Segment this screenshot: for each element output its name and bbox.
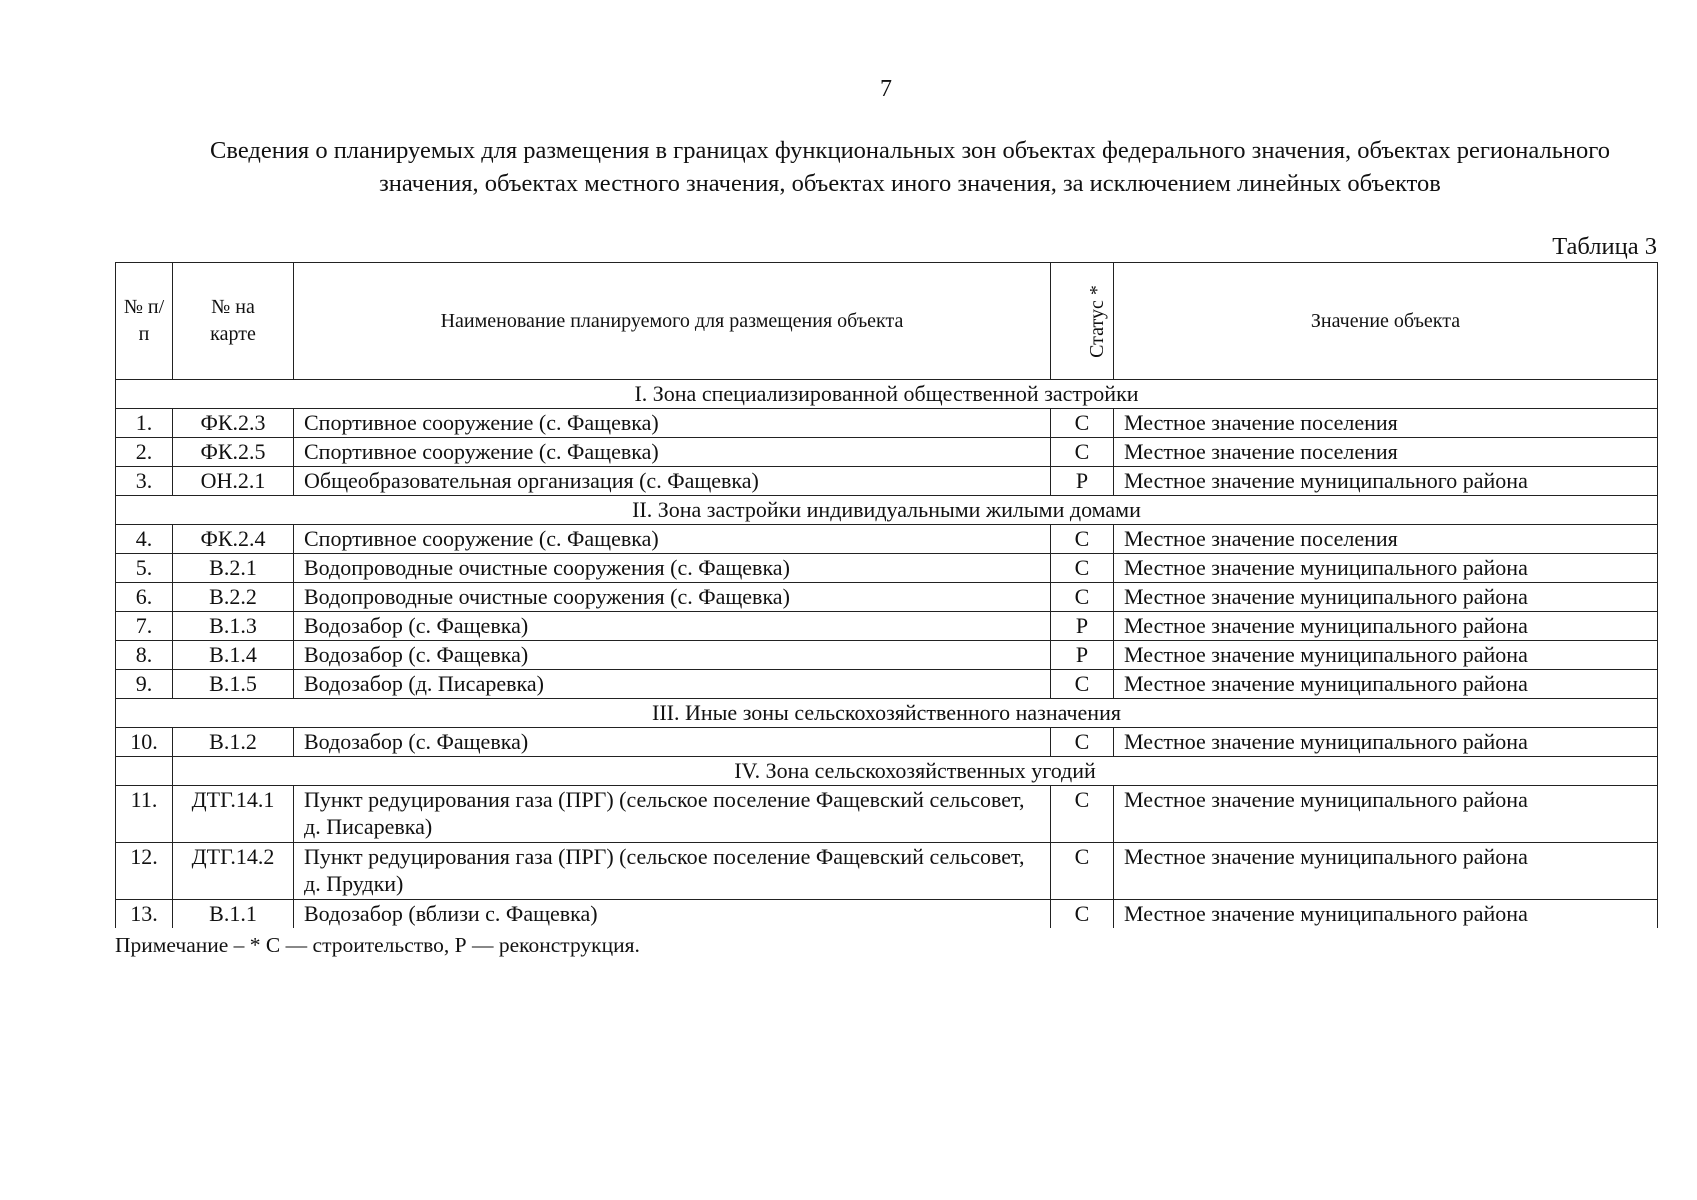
cell-status: С <box>1051 786 1114 843</box>
table-row <box>116 583 1658 612</box>
cell-value: Местное значение муниципального района <box>1114 843 1658 900</box>
cell-status: С <box>1051 670 1114 699</box>
cell-name: Спортивное сооружение (с. Фащевка) <box>294 409 1051 438</box>
section-title: III. Иные зоны сельскохозяйственного назначения <box>116 699 1658 728</box>
cell-status: С <box>1051 583 1114 612</box>
table-row <box>116 786 1658 843</box>
cell-num: 8. <box>116 641 173 670</box>
cell-name: Водопроводные очистные сооружения (с. Фащевка) <box>294 554 1051 583</box>
document-title: Сведения о планируемых для размещения в границах функциональных зон объектах федерального значения, объектах регионального значения, объектах местного значения, объектах иного значения, за исключением линейных объектов <box>210 137 1610 197</box>
table-row <box>116 670 1658 699</box>
cell-map: ОН.2.1 <box>173 467 294 496</box>
section-title: IV. Зона сельскохозяйственных угодий <box>173 757 1658 786</box>
cell-num: 4. <box>116 525 173 554</box>
header-value: Значение объекта <box>1114 263 1658 380</box>
section-spacer-cell <box>116 757 173 786</box>
cell-name: Водозабор (д. Писаревка) <box>294 670 1051 699</box>
cell-num: 7. <box>116 612 173 641</box>
table-row <box>116 843 1658 900</box>
cell-num: 12. <box>116 843 173 900</box>
cell-name: Водозабор (вблизи с. Фащевка) <box>294 900 1051 929</box>
header-status: Статус * <box>1085 284 1108 358</box>
cell-num: 3. <box>116 467 173 496</box>
header-name: Наименование планируемого для размещения объекта <box>294 263 1051 380</box>
section-row <box>116 757 1658 786</box>
cell-name: Общеобразовательная организация (с. Фащевка) <box>294 467 1051 496</box>
cell-name: Пункт редуцирования газа (ПРГ) (сельское поселение Фащевский сельсовет, д. Прудки) <box>294 843 1051 900</box>
cell-status: С <box>1051 728 1114 757</box>
table-header-row <box>116 263 1658 380</box>
cell-status: С <box>1051 554 1114 583</box>
table-row <box>116 467 1658 496</box>
cell-map: ДТГ.14.1 <box>173 786 294 843</box>
cell-value: Местное значение муниципального района <box>1114 554 1658 583</box>
cell-value: Местное значение поселения <box>1114 525 1658 554</box>
table-row <box>116 438 1658 467</box>
section-row <box>116 380 1658 409</box>
cell-status: Р <box>1051 467 1114 496</box>
cell-status: С <box>1051 843 1114 900</box>
cell-name: Водозабор (с. Фащевка) <box>294 612 1051 641</box>
cell-num: 6. <box>116 583 173 612</box>
header-num: № п/п <box>116 263 173 380</box>
cell-num: 9. <box>116 670 173 699</box>
cell-map: В.2.2 <box>173 583 294 612</box>
cell-map: ФК.2.4 <box>173 525 294 554</box>
section-row <box>116 496 1658 525</box>
section-title: II. Зона застройки индивидуальными жилыми домами <box>116 496 1658 525</box>
cell-value: Местное значение муниципального района <box>1114 467 1658 496</box>
table-row <box>116 409 1658 438</box>
cell-num: 2. <box>116 438 173 467</box>
header-status-cell <box>1051 263 1114 380</box>
table-row <box>116 900 1658 929</box>
section-title: I. Зона специализированной общественной застройки <box>116 380 1658 409</box>
cell-value: Местное значение поселения <box>1114 438 1658 467</box>
header-map: № на карте <box>173 263 294 380</box>
cell-num: 11. <box>116 786 173 843</box>
cell-status: С <box>1051 409 1114 438</box>
cell-status: С <box>1051 438 1114 467</box>
cell-value: Местное значение муниципального района <box>1114 900 1658 929</box>
cell-map: В.1.4 <box>173 641 294 670</box>
cell-value: Местное значение муниципального района <box>1114 728 1658 757</box>
cell-status: Р <box>1051 612 1114 641</box>
objects-table <box>115 262 1658 928</box>
table-row <box>116 728 1658 757</box>
cell-status: Р <box>1051 641 1114 670</box>
section-row <box>116 699 1658 728</box>
cell-value: Местное значение муниципального района <box>1114 670 1658 699</box>
table-row <box>116 641 1658 670</box>
cell-map: ФК.2.3 <box>173 409 294 438</box>
cell-num: 13. <box>116 900 173 929</box>
cell-map: В.1.5 <box>173 670 294 699</box>
cell-name: Водопроводные очистные сооружения (с. Фащевка) <box>294 583 1051 612</box>
cell-name: Водозабор (с. Фащевка) <box>294 641 1051 670</box>
cell-value: Местное значение муниципального района <box>1114 612 1658 641</box>
cell-status: С <box>1051 900 1114 929</box>
cell-status: С <box>1051 525 1114 554</box>
table-row <box>116 612 1658 641</box>
cell-value: Местное значение муниципального района <box>1114 583 1658 612</box>
cell-value: Местное значение муниципального района <box>1114 786 1658 843</box>
cell-name: Водозабор (с. Фащевка) <box>294 728 1051 757</box>
cell-map: ДТГ.14.2 <box>173 843 294 900</box>
table-row <box>116 525 1658 554</box>
page-number: 7 <box>880 76 892 102</box>
cell-num: 1. <box>116 409 173 438</box>
cell-num: 10. <box>116 728 173 757</box>
cell-map: В.2.1 <box>173 554 294 583</box>
cell-map: В.1.1 <box>173 900 294 929</box>
cell-value: Местное значение поселения <box>1114 409 1658 438</box>
cell-map: В.1.2 <box>173 728 294 757</box>
cell-value: Местное значение муниципального района <box>1114 641 1658 670</box>
cell-map: В.1.3 <box>173 612 294 641</box>
footnote: Примечание – * С — строительство, Р — реконструкция. <box>115 933 640 957</box>
table-caption: Таблица 3 <box>1552 233 1657 260</box>
cell-name: Спортивное сооружение (с. Фащевка) <box>294 525 1051 554</box>
cell-name: Пункт редуцирования газа (ПРГ) (сельское поселение Фащевский сельсовет, д. Писаревка) <box>294 786 1051 843</box>
cell-num: 5. <box>116 554 173 583</box>
table-row <box>116 554 1658 583</box>
cell-map: ФК.2.5 <box>173 438 294 467</box>
cell-name: Спортивное сооружение (с. Фащевка) <box>294 438 1051 467</box>
